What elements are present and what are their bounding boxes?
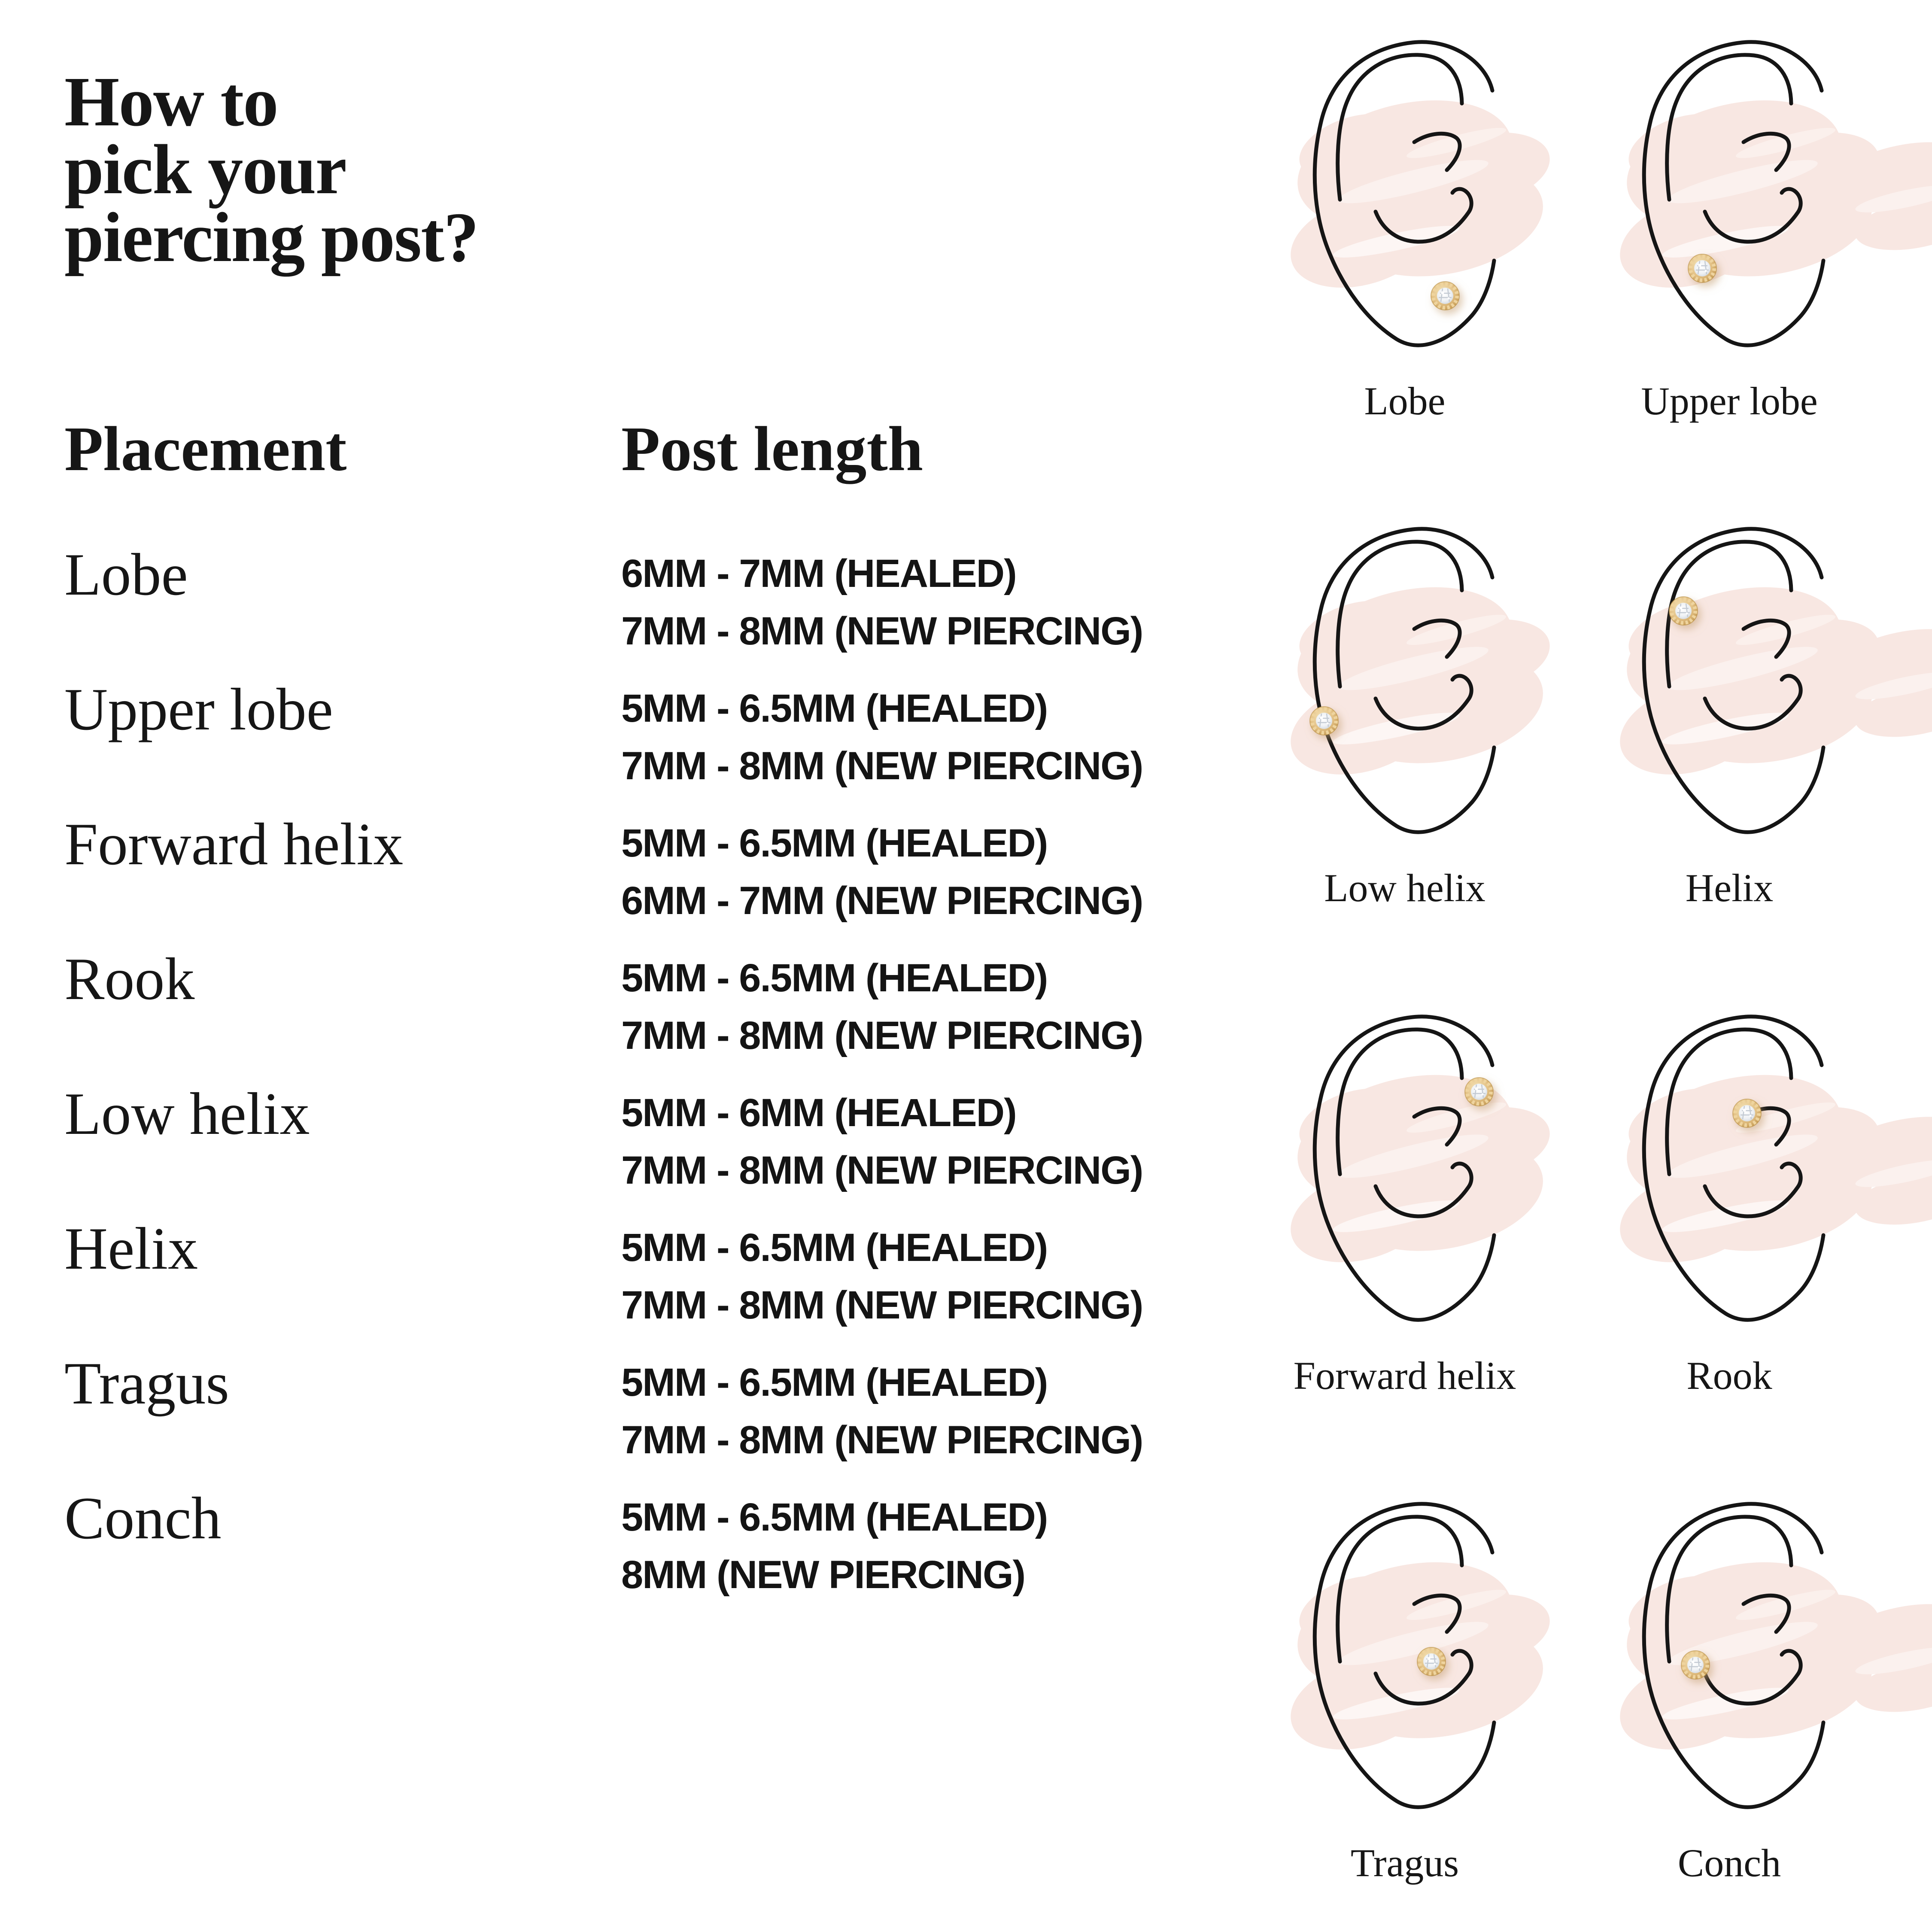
earring-stud-icon <box>1465 1078 1493 1106</box>
post-length-values-lobe <box>621 545 1142 660</box>
page-title-line-3: piercing post? <box>64 198 478 276</box>
placement-label-forward-helix: Forward helix <box>64 811 404 878</box>
post-length-new-piercing: 7MM - 8MM (NEW PIERCING) <box>621 1418 1143 1462</box>
post-length-healed: 5MM - 6.5MM (HEALED) <box>621 1495 1048 1539</box>
ear-label-rook: Rook <box>1686 1354 1772 1397</box>
post-length-new-piercing: 7MM - 8MM (NEW PIERCING) <box>621 609 1143 653</box>
post-length-healed: 5MM - 6.5MM (HEALED) <box>621 1226 1048 1270</box>
post-length-healed: 6MM - 7MM (HEALED) <box>621 552 1016 595</box>
post-length-values-helix <box>621 1219 1142 1334</box>
post-length-new-piercing: 7MM - 8MM (NEW PIERCING) <box>621 744 1143 788</box>
post-length-values-rook <box>621 949 1142 1064</box>
earring-stud-icon <box>1733 1099 1761 1127</box>
placement-label-lobe: Lobe <box>64 541 188 608</box>
ear-diagram-rook <box>1605 1006 1932 1341</box>
blush-splash <box>1280 1541 1556 1765</box>
post-length-values-conch <box>621 1488 1047 1604</box>
ear-label-tragus: Tragus <box>1350 1841 1459 1885</box>
blush-splash <box>1280 566 1556 790</box>
earring-stud-icon <box>1417 1647 1446 1676</box>
post-length-new-piercing: 7MM - 8MM (NEW PIERCING) <box>621 1283 1143 1327</box>
post-length-values-low-helix <box>621 1084 1142 1199</box>
ear-label-upper-lobe: Upper lobe <box>1641 379 1818 423</box>
post-length-column-header: Post length <box>621 414 923 484</box>
placement-label-tragus: Tragus <box>64 1350 229 1417</box>
post-length-values-upper-lobe <box>621 680 1142 795</box>
post-length-healed: 5MM - 6MM (HEALED) <box>621 1091 1016 1135</box>
placement-column-header: Placement <box>64 414 347 484</box>
post-length-values-tragus <box>621 1354 1142 1469</box>
ear-diagram-forward-helix <box>1276 1006 1602 1341</box>
post-length-new-piercing: 7MM - 8MM (NEW PIERCING) <box>621 1014 1143 1057</box>
post-length-new-piercing: 8MM (NEW PIERCING) <box>621 1553 1025 1597</box>
placement-label-upper-lobe: Upper lobe <box>64 676 333 743</box>
post-length-new-piercing: 7MM - 8MM (NEW PIERCING) <box>621 1148 1143 1192</box>
earring-stud-icon <box>1669 597 1698 625</box>
earring-stud-icon <box>1681 1651 1710 1679</box>
placement-label-helix: Helix <box>64 1215 198 1282</box>
placement-label-rook: Rook <box>64 946 195 1012</box>
ear-diagram-upper-lobe <box>1605 31 1932 366</box>
blush-splash <box>1280 1054 1556 1278</box>
ear-diagram-low-helix <box>1276 518 1602 853</box>
ear-diagram-lobe <box>1276 31 1602 366</box>
post-length-new-piercing: 6MM - 7MM (NEW PIERCING) <box>621 879 1143 923</box>
earring-stud-icon <box>1310 707 1338 735</box>
placement-label-conch: Conch <box>64 1485 222 1552</box>
earring-stud-icon <box>1431 282 1459 310</box>
page-title-line-1: How to <box>64 62 278 141</box>
placement-label-low-helix: Low helix <box>64 1081 310 1147</box>
post-length-healed: 5MM - 6.5MM (HEALED) <box>621 687 1048 730</box>
ear-diagram-conch <box>1605 1493 1932 1828</box>
ear-label-conch: Conch <box>1677 1841 1781 1885</box>
post-length-healed: 5MM - 6.5MM (HEALED) <box>621 956 1048 1000</box>
blush-splash <box>1280 79 1556 303</box>
post-length-values-forward-helix <box>621 814 1142 930</box>
ear-diagram-tragus <box>1276 1493 1602 1828</box>
page-title <box>64 62 478 276</box>
ear-diagram-helix <box>1605 518 1932 853</box>
page-title-line-2: pick your <box>64 130 346 209</box>
ear-label-lobe: Lobe <box>1364 379 1446 423</box>
earring-stud-icon <box>1688 254 1716 283</box>
ear-label-forward-helix: Forward helix <box>1293 1354 1516 1397</box>
ear-label-helix: Helix <box>1685 866 1774 910</box>
post-length-healed: 5MM - 6.5MM (HEALED) <box>621 821 1048 865</box>
post-length-healed: 5MM - 6.5MM (HEALED) <box>621 1361 1048 1404</box>
ear-label-low-helix: Low helix <box>1324 866 1485 910</box>
